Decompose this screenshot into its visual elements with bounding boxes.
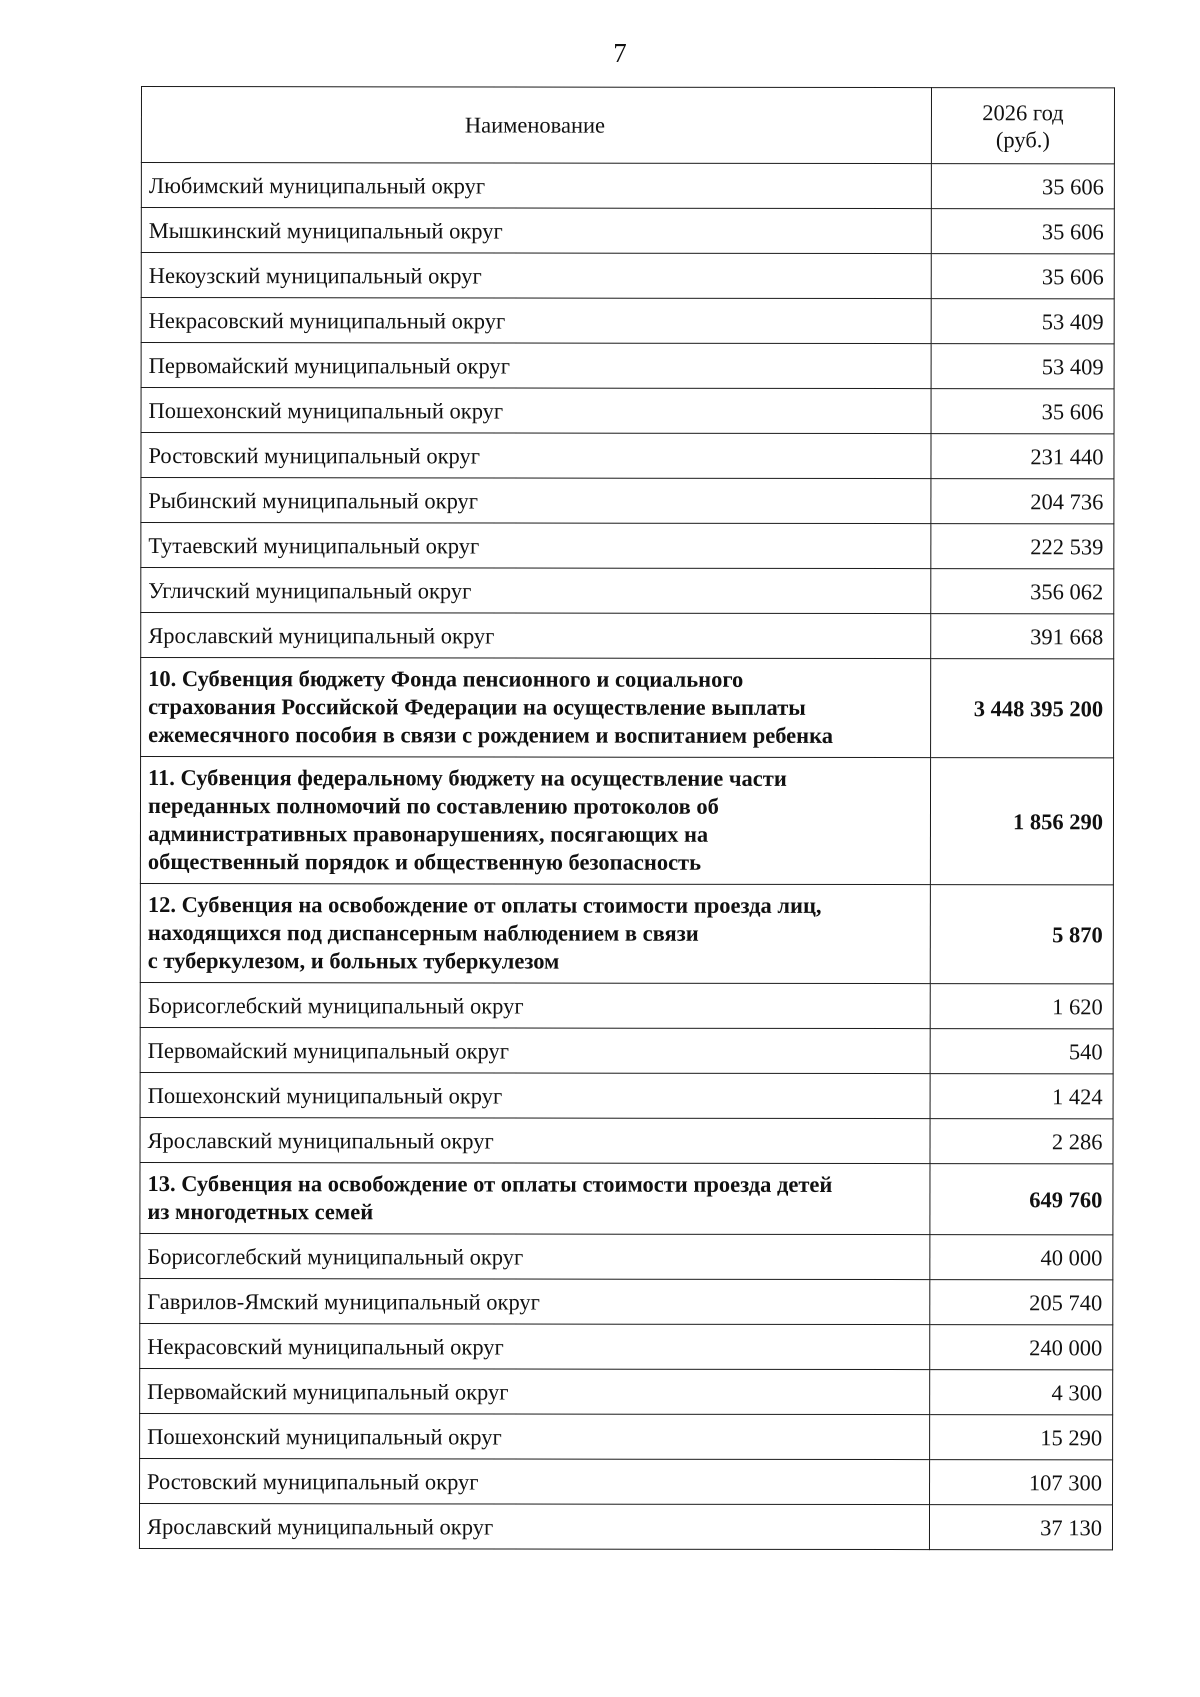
section-title-line: общественный порядок и общественную безопасность (147, 849, 702, 875)
section-row (140, 1162, 1113, 1234)
district-name: Первомайский муниципальный округ (140, 1027, 930, 1073)
district-name: Первомайский муниципальный округ (140, 1368, 930, 1414)
table-row (140, 982, 1113, 1028)
district-name: Некоузский муниципальный округ (141, 253, 931, 299)
table-row (141, 478, 1114, 524)
district-name: Борисоглебский муниципальный округ (140, 982, 930, 1028)
district-name: Пошехонский муниципальный округ (141, 388, 931, 434)
section-row (140, 883, 1113, 983)
table-row (140, 1072, 1113, 1118)
table-row (140, 1368, 1113, 1414)
section-title (140, 757, 930, 885)
district-name: Ярославский муниципальный округ (140, 1117, 930, 1163)
district-amount: 2 286 (930, 1119, 1113, 1164)
section-title-line: 12. Субвенция на освобождение от оплаты стоимости проезда лиц, (147, 892, 822, 918)
page-number: 7 (613, 38, 627, 68)
section-title-line: 13. Субвенция на освобождение от оплаты стоимости проезда детей (147, 1171, 833, 1197)
district-name: Некрасовский муниципальный округ (140, 1323, 930, 1369)
section-title-line: находящихся под диспансерным наблюдением в связи (147, 920, 699, 946)
district-amount: 35 606 (931, 209, 1114, 254)
district-name: Пошехонский муниципальный округ (140, 1072, 930, 1118)
district-amount: 356 062 (931, 569, 1114, 614)
header-year (931, 88, 1114, 164)
district-amount: 107 300 (930, 1460, 1113, 1505)
table-row (141, 433, 1114, 479)
district-name: Пошехонский муниципальный округ (140, 1413, 930, 1459)
district-amount: 53 409 (931, 299, 1114, 344)
table-row (140, 1413, 1113, 1459)
table-row (141, 568, 1114, 614)
table-row (139, 1503, 1112, 1549)
district-amount: 391 668 (931, 614, 1114, 659)
district-name: Ростовский муниципальный округ (140, 1458, 930, 1504)
section-title-line: с туберкулезом, и больных туберкулезом (147, 948, 560, 974)
section-amount: 1 856 290 (930, 758, 1113, 885)
district-name: Любимский муниципальный округ (141, 163, 931, 209)
section-title-line: из многодетных семей (147, 1199, 374, 1225)
district-amount: 35 606 (931, 389, 1114, 434)
district-amount: 15 290 (930, 1415, 1113, 1460)
table-row (141, 523, 1114, 569)
section-title-line: страхования Российской Федерации на осуществление выплаты (148, 694, 806, 720)
district-amount: 240 000 (930, 1325, 1113, 1370)
district-name: Рыбинский муниципальный округ (141, 478, 931, 524)
table-row (141, 298, 1114, 344)
table-row (141, 208, 1114, 254)
table-row (141, 253, 1114, 299)
district-amount: 222 539 (931, 524, 1114, 569)
section-title-line: ежемесячного пособия в связи с рождением и воспитанием ребенка (148, 722, 834, 748)
table-body (139, 163, 1114, 1550)
table-row (141, 613, 1114, 659)
district-amount: 204 736 (931, 479, 1114, 524)
district-amount: 35 606 (931, 254, 1114, 299)
header-unit-label: (руб.) (995, 126, 1050, 152)
district-amount: 540 (930, 1029, 1113, 1074)
district-amount: 4 300 (930, 1370, 1113, 1415)
district-amount: 205 740 (930, 1280, 1113, 1325)
header-year-label: 2026 год (982, 99, 1064, 125)
table-row (140, 1278, 1113, 1324)
section-row (141, 658, 1114, 758)
section-title-line: административных правонарушениях, посягающих на (147, 821, 709, 847)
district-amount: 35 606 (931, 164, 1114, 209)
table-row (141, 388, 1114, 434)
district-amount: 37 130 (929, 1505, 1112, 1550)
table-row (140, 1458, 1113, 1504)
district-amount: 40 000 (930, 1235, 1113, 1280)
district-name: Первомайский муниципальный округ (141, 343, 931, 389)
header-name: Наименование (141, 87, 931, 164)
section-title-line: 11. Субвенция федеральному бюджету на осуществление части (148, 765, 787, 791)
district-name: Ярославский муниципальный округ (141, 613, 931, 659)
subvention-table (139, 86, 1115, 1550)
district-name: Тутаевский муниципальный округ (141, 523, 931, 569)
section-title-line: переданных полномочий по составлению протоколов об (147, 793, 719, 819)
district-name: Ярославский муниципальный округ (139, 1503, 929, 1549)
section-row (140, 757, 1113, 885)
table-row (140, 1027, 1113, 1073)
district-amount: 1 424 (930, 1074, 1113, 1119)
section-amount: 3 448 395 200 (931, 659, 1114, 758)
section-amount: 649 760 (930, 1164, 1113, 1235)
table-row (141, 163, 1114, 209)
section-title-line: 10. Субвенция бюджету Фонда пенсионного и социального (148, 666, 744, 692)
table-row (141, 343, 1114, 389)
district-name: Угличский муниципальный округ (141, 568, 931, 614)
table-row (140, 1233, 1113, 1279)
district-name: Гаврилов-Ямский муниципальный округ (140, 1278, 930, 1324)
district-name: Ростовский муниципальный округ (141, 433, 931, 479)
section-title (140, 1162, 930, 1234)
section-title (140, 883, 930, 983)
district-name: Некрасовский муниципальный округ (141, 298, 931, 344)
table-row (140, 1323, 1113, 1369)
district-amount: 231 440 (931, 434, 1114, 479)
district-name: Мышкинский муниципальный округ (141, 208, 931, 254)
section-title (141, 658, 931, 758)
district-amount: 53 409 (931, 344, 1114, 389)
district-amount: 1 620 (930, 984, 1113, 1029)
section-amount: 5 870 (930, 885, 1113, 984)
table-row (140, 1117, 1113, 1163)
table-header-row (141, 87, 1114, 164)
district-name: Борисоглебский муниципальный округ (140, 1233, 930, 1279)
